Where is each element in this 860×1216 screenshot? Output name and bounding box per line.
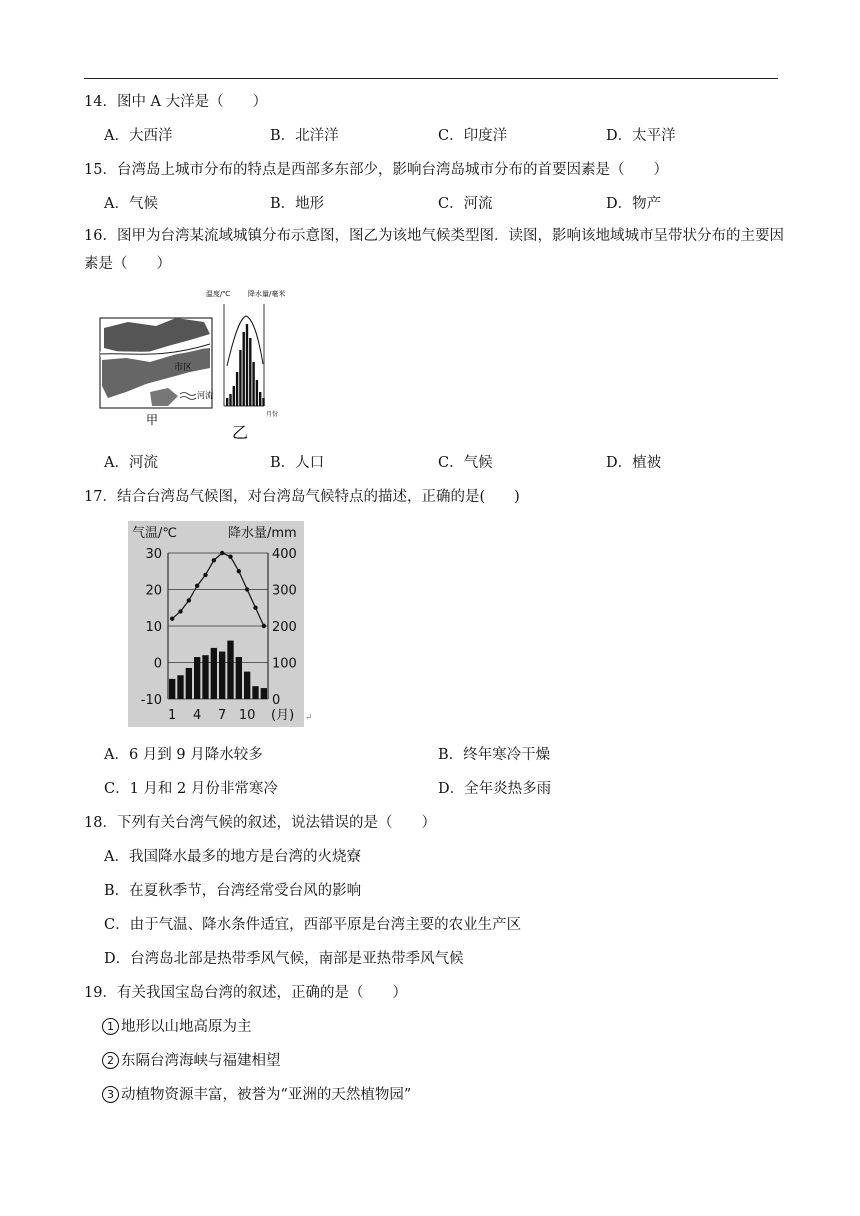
temperature-point	[187, 598, 191, 602]
statement-text: 动植物资源丰富，被誉为“亚洲的天然植物园”	[121, 1087, 412, 1103]
q19-statement-2	[102, 1049, 281, 1070]
paragraph-mark: ↵	[305, 713, 313, 723]
temperature-point	[237, 569, 241, 573]
q19-statement-3	[102, 1083, 411, 1104]
temperature-point	[195, 584, 199, 588]
question-15-stem: 15．台湾岛上城市分布的特点是西部多东部少，影响台湾岛城市分布的首要因素是（ ）	[84, 162, 668, 178]
q16-option-b[interactable]: B．人口	[270, 455, 325, 471]
right-tick-label: 0	[272, 693, 281, 708]
q15-option-c[interactable]: C．河流	[438, 196, 493, 212]
q15-option-b[interactable]: B．地形	[270, 196, 325, 212]
q17-option-c[interactable]: C．1 月和 2 月份非常寒冷	[104, 781, 278, 797]
q16-option-c[interactable]: C．气候	[438, 455, 493, 471]
map-caption: 甲	[146, 413, 159, 427]
left-tick-label: 0	[153, 656, 162, 672]
small-chart-bars	[226, 324, 265, 406]
temperature-point	[170, 617, 174, 621]
chart-right-axis-label: 降水量/mm	[228, 526, 297, 541]
precip-bar	[194, 657, 200, 699]
chart-caption: 乙	[232, 423, 249, 440]
right-tick-label: 200	[272, 620, 297, 635]
right-tick-label: 100	[272, 656, 297, 672]
precip-bar	[227, 641, 233, 699]
temperature-point	[245, 587, 249, 591]
temperature-point	[203, 573, 207, 577]
x-tick-label: 7	[218, 708, 227, 723]
temperature-point	[228, 554, 232, 558]
temperature-point	[220, 551, 224, 555]
temperature-point	[253, 606, 257, 610]
precip-bar	[252, 686, 258, 699]
q18-option-c[interactable]: C．由于气温、降水条件适宜，西部平原是台湾主要的农业生产区	[104, 917, 522, 933]
precip-bar	[202, 655, 208, 699]
circled-number: 2	[102, 1052, 119, 1069]
q16-option-a[interactable]: A．河流	[104, 455, 158, 471]
precip-bar	[244, 672, 250, 699]
x-axis-label: (月)	[271, 708, 295, 723]
q16-option-d[interactable]: D．植被	[606, 455, 662, 471]
left-tick-label: -10	[140, 693, 162, 708]
temperature-point	[262, 624, 266, 628]
taiwan-climate-chart	[128, 521, 304, 727]
question-17-stem: 17．结合台湾岛气候图，对台湾岛气候特点的描述，正确的是( )	[84, 489, 520, 505]
small-chart-month-label: 月份	[266, 411, 279, 418]
q15-option-a[interactable]: A．气候	[104, 196, 158, 212]
x-tick-label: 1	[168, 708, 177, 723]
question-18-stem: 18．下列有关台湾气候的叙述，说法错误的是（ ）	[84, 815, 436, 831]
left-tick-label: 10	[145, 620, 162, 635]
q17-option-a[interactable]: A．6 月到 9 月降水较多	[104, 747, 263, 763]
question-16-stem: 16．图甲为台湾某流域城镇分布示意图，图乙为该地气候类型图．读图，影响该地域城市呈带状分布的主要因素是（ ）	[84, 228, 784, 272]
x-tick-label: 10	[238, 708, 256, 723]
q18-option-d[interactable]: D．台湾岛北部是热带季风气候，南部是亚热带季风气候	[104, 951, 464, 967]
map-urban-label: 市区	[174, 363, 193, 373]
q17-option-b[interactable]: B．终年寒冷干燥	[438, 747, 551, 763]
q18-option-b[interactable]: B．在夏秋季节，台湾经常受台风的影响	[104, 883, 362, 899]
question-14-stem: 14．图中 A 大洋是（ ）	[84, 94, 268, 110]
left-tick-label: 30	[145, 547, 162, 562]
small-chart-temp-curve	[227, 316, 263, 366]
precip-bar	[169, 679, 175, 699]
precip-bar	[177, 675, 183, 699]
temperature-point	[178, 609, 182, 613]
small-chart-temp-label: 温度/℃	[206, 290, 231, 298]
small-chart-precip-label: 降水量/毫米	[248, 290, 286, 298]
map-river-label: 河流	[197, 391, 213, 400]
q17-option-d[interactable]: D．全年炎热多雨	[438, 781, 552, 797]
precip-bar	[186, 668, 192, 699]
q15-option-d[interactable]: D．物产	[606, 196, 662, 212]
precip-bar	[261, 688, 267, 699]
statement-text: 东隔台湾海峡与福建相望	[121, 1053, 281, 1069]
precip-bar	[236, 657, 242, 699]
right-tick-label: 300	[272, 583, 297, 599]
q14-option-d[interactable]: D．太平洋	[606, 128, 676, 144]
left-tick-label: 20	[145, 583, 162, 599]
q16-figure	[98, 288, 398, 440]
precip-bar	[219, 652, 225, 699]
q14-option-b[interactable]: B．北洋洋	[270, 128, 339, 144]
q14-option-a[interactable]: A．大西洋	[104, 128, 173, 144]
circled-number: 3	[102, 1086, 119, 1103]
q19-statement-1	[102, 1015, 252, 1036]
x-tick-label: 4	[193, 708, 202, 723]
precip-bar	[211, 648, 217, 699]
right-tick-label: 400	[272, 547, 297, 562]
circled-number: 1	[102, 1018, 119, 1035]
q14-option-c[interactable]: C．印度洋	[438, 128, 508, 144]
header-rule	[84, 78, 778, 79]
q18-option-a[interactable]: A．我国降水最多的地方是台湾的火烧寮	[104, 849, 361, 865]
statement-text: 地形以山地高原为主	[121, 1019, 252, 1035]
question-19-stem: 19．有关我国宝岛台湾的叙述，正确的是（ ）	[84, 985, 407, 1001]
temperature-point	[212, 558, 216, 562]
chart-left-axis-label: 气温/℃	[132, 526, 177, 541]
